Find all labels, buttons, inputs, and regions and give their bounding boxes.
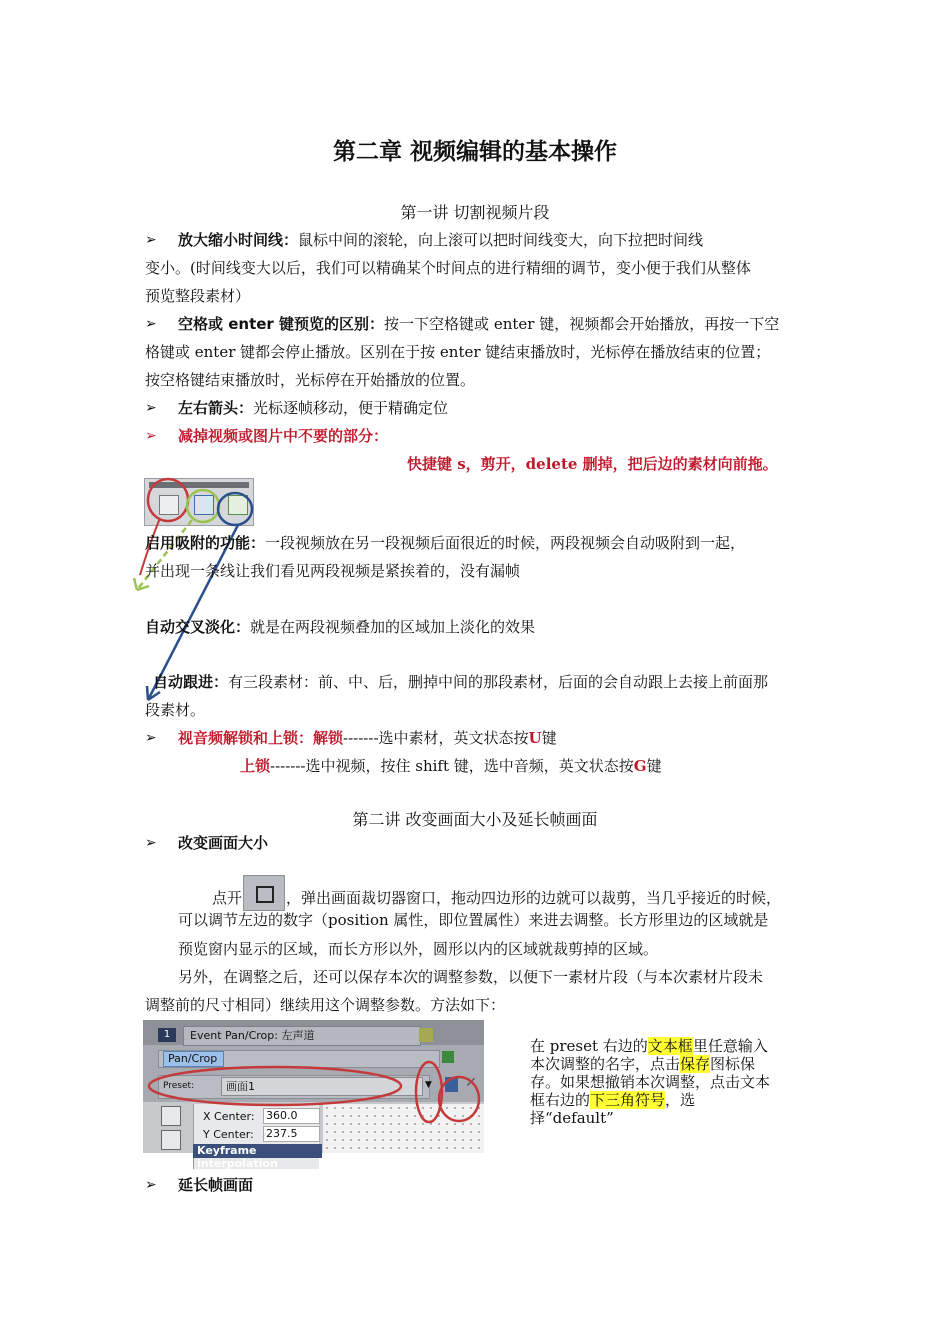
resize-p4: 另外，在调整之后，还可以保存本次的调整参数，以便下一素材片段（与本次素材片段未 [178, 968, 764, 986]
p1-pre: 点开 [212, 889, 243, 907]
bullet-arrow-icon: ➢ [145, 400, 157, 416]
x-center-label: X Center: [203, 1110, 255, 1123]
space-text1: 按一下空格键或 enter 键，视频都会开始播放，再按一下空 [384, 315, 780, 333]
preset-dropdown-icon[interactable]: ▼ [425, 1080, 432, 1090]
snap-label: 启用吸附的功能： [145, 534, 266, 552]
crop-icon [243, 875, 285, 911]
dropdown-circle-annotation [416, 1062, 442, 1122]
zoom-text1: 鼠标中间的滚轮，向上滚可以把时间线变大，向下拉把时间线 [298, 231, 704, 249]
lock-key-suffix: 键 [646, 757, 662, 775]
cut-label: 减掉视频或图片中不要的部分： [178, 427, 389, 445]
crossfade-label: 自动交叉淡化： [145, 618, 251, 636]
bullet-arrow-icon: ➢ [145, 316, 157, 332]
cut-shortcut: 快捷键 s，剪开，delete 删掉，把后边的素材向前拖。 [407, 455, 778, 473]
lock-key: G [633, 757, 647, 775]
ripple-label: 自动跟进： [153, 673, 229, 691]
bullet-arrow-icon: ➢ [145, 1177, 157, 1193]
space-label: 空格或 enter 键预览的区别： [178, 315, 385, 333]
y-center-label: Y Center: [203, 1128, 254, 1141]
lock-label: 视音频解锁和上锁： [178, 729, 314, 747]
note-highlight-textbox: 文本框 [647, 1037, 693, 1055]
bullet-arrow-icon: ➢ [145, 835, 157, 851]
snap-line1 [145, 532, 745, 554]
resize-p1 [212, 875, 781, 911]
ripple-text1: 有三段素材：前、中、后，删掉中间的那段素材，后面的会自动跟上去接上前面那 [228, 673, 769, 691]
resize-label: 改变画面大小 [178, 834, 269, 852]
note-text2: 里任意输入本次调整的名字，点击 [530, 1037, 768, 1073]
zoom-label: 放大缩小时间线： [178, 231, 299, 249]
resize-p3: 预览窗内显示的区域，而长方形以外，圆形以内的区域就裁剪掉的区域。 [178, 940, 659, 958]
lock-sub-label: 上锁 [240, 757, 271, 775]
keyframe-interpolation-header[interactable]: Keyframe interpolation [193, 1144, 322, 1158]
space-line3: 按空格键结束播放时，光标停在开始播放的位置。 [145, 371, 476, 389]
track-number: 1 [158, 1028, 176, 1042]
space-line2: 格键或 enter 键都会停止播放。区别在于按 enter 键结束播放时，光标停在播放结束的位置； [145, 343, 771, 361]
zoom-line3: 预览整段素材） [145, 287, 251, 305]
chapter-title: 第二章 视频编辑的基本操作 [332, 139, 617, 165]
unlock-key-suffix: 键 [541, 729, 557, 747]
event-title: Event Pan/Crop: [190, 1029, 278, 1042]
lock-line2 [240, 755, 662, 777]
panel-annotation-overlay [143, 1020, 484, 1153]
track-name: 左声道 [281, 1029, 315, 1042]
snap-text1: 一段视频放在另一段视频后面很近的时候，两段视频会自动吸附到一起， [265, 534, 746, 552]
ripple-line1 [153, 671, 768, 693]
note-text3: 图标保存。如果想撤销本次调整，点击文本框右边的 [530, 1055, 771, 1109]
green-circle-annotation [187, 490, 219, 522]
note-highlight-save: 保存 [680, 1055, 711, 1073]
extend-label: 延长帧画面 [178, 1176, 254, 1194]
save-circle-annotation [439, 1077, 479, 1121]
ripple-line2: 段素材。 [145, 701, 206, 719]
lock-text: -------选中视频，按住 shift 键，选中音频，英文状态按 [270, 757, 634, 775]
lecture2-heading: 第二讲 改变画面大小及延长帧画面 [352, 810, 598, 829]
y-center-value[interactable]: 237.5 [263, 1126, 320, 1142]
note-text4: ，选择“default” [530, 1091, 696, 1127]
bullet-arrow-icon: ➢ [145, 428, 157, 444]
lecture1-heading: 第一讲 切割视频片段 [400, 203, 550, 222]
crossfade-line [145, 616, 535, 638]
resize-p5: 调整前的尺寸相同）继续用这个调整参数。方法如下： [145, 996, 506, 1014]
unlock-text: -------选中素材，英文状态按 [343, 729, 529, 747]
note-text1: 在 preset 右边的 [530, 1037, 648, 1055]
delete-preset-icon[interactable]: ✕ [465, 1075, 477, 1091]
resize-p2: 可以调节左边的数字（position 属性，即位置属性）来进去调整。长方形里边的区域就是 [178, 911, 769, 929]
x-center-value[interactable]: 360.0 [263, 1108, 320, 1124]
arrows-text: 光标逐帧移动，便于精确定位 [253, 399, 449, 417]
unlock-label: 解锁 [313, 729, 344, 747]
unlock-key: U [528, 729, 542, 747]
snap-line2: 并出现一条线让我们看见两段视频是紧挨着的，没有漏帧 [145, 562, 521, 580]
note-highlight-triangle: 下三角符号 [590, 1091, 666, 1109]
red-circle-annotation [148, 479, 188, 521]
preset-label: Preset: [163, 1081, 195, 1091]
blue-circle-annotation [218, 493, 252, 525]
p1-post: ，弹出画面裁切器窗口，拖动四边形的边就可以裁剪，当几乎接近的时候， [286, 889, 782, 907]
bullet-arrow-icon: ➢ [145, 730, 157, 746]
preset-note [530, 1037, 775, 1127]
preset-input[interactable]: 画面1 [221, 1077, 423, 1096]
crossfade-text: 就是在两段视频叠加的区域加上淡化的效果 [250, 618, 536, 636]
lock-line1 [178, 727, 557, 749]
preset-circle-annotation [149, 1067, 401, 1105]
bullet-arrow-icon: ➢ [145, 232, 157, 248]
zoom-line2: 变小。(时间线变大以后，我们可以精确某个时间点的进行精细的调节，变小便于我们从整体 [145, 259, 751, 277]
arrows-label: 左右箭头： [178, 399, 254, 417]
tab-pan-crop[interactable]: Pan/Crop [163, 1051, 224, 1067]
